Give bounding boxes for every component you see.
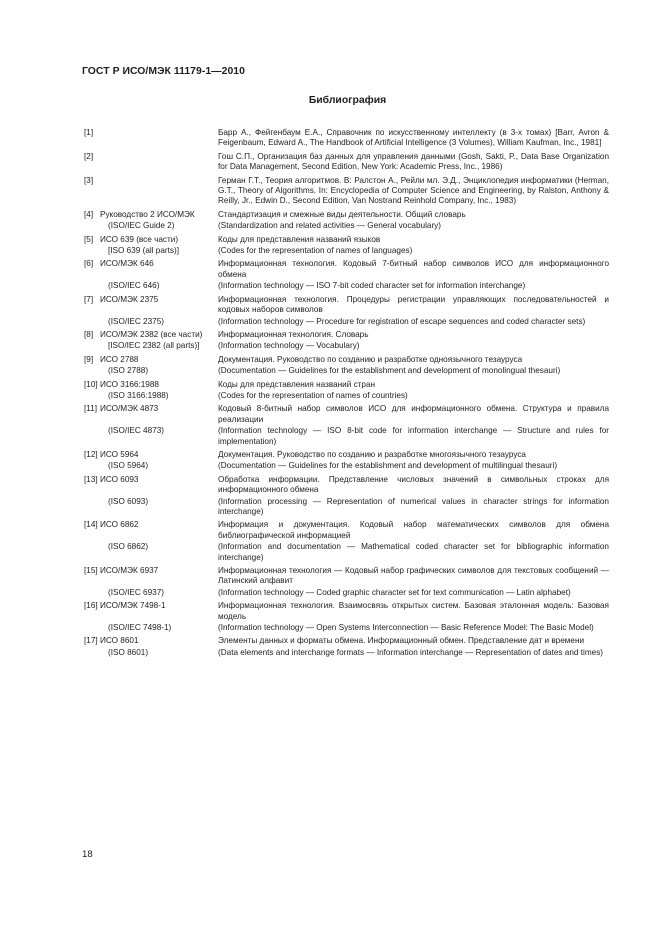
section-title-text: Библиография	[308, 95, 387, 106]
entry-reference	[84, 426, 218, 447]
section-title	[0, 95, 661, 106]
entry-number	[84, 391, 100, 401]
entry-code: (ISO 2788)	[108, 366, 149, 376]
entry-code: (ISO/IEC Guide 2)	[108, 221, 175, 231]
bibliography-entry	[84, 542, 609, 563]
entry-code: ИСО 5964	[100, 449, 139, 459]
entry-number	[84, 426, 100, 447]
entry-reference	[84, 152, 218, 173]
entry-text: Документация. Руководство по созданию и разработке одноязычного тезауруса	[218, 354, 523, 364]
bibliography-entry	[84, 497, 609, 518]
standard-header: ГОСТ Р ИСО/МЭК 11179-1—2010	[82, 66, 245, 77]
entry-reference	[84, 475, 218, 496]
bibliography-entry	[84, 259, 609, 280]
bibliography-entry	[84, 520, 609, 541]
entry-number	[84, 588, 100, 598]
entry-number	[84, 497, 100, 518]
entry-number	[84, 281, 100, 291]
entry-code: (ISO/IEC 6937)	[108, 587, 164, 597]
bibliography-entry	[84, 623, 609, 633]
entry-number	[84, 366, 100, 376]
entry-reference	[84, 601, 218, 622]
entry-number: [9]	[84, 354, 94, 364]
entry-number	[84, 623, 100, 633]
entry-reference	[84, 497, 218, 518]
entry-reference	[84, 520, 218, 541]
entry-text: Информационная технология. Словарь	[218, 329, 369, 339]
entry-reference	[84, 341, 218, 351]
entry-text: Документация. Руководство по созданию и разработке многоязычного тезауруса	[218, 449, 526, 459]
entry-reference	[84, 317, 218, 327]
entry-number: [10]	[84, 379, 98, 389]
entry-text: Стандартизация и смежные виды деятельности. Общий словарь	[218, 209, 466, 219]
entry-reference	[84, 566, 218, 587]
entry-text: (Information technology — ISO 8-bit code for information interchange — Structure and rules for implementation)	[218, 426, 609, 446]
entry-code: (ISO/IEC 4873)	[108, 426, 164, 436]
bibliography-entry	[84, 355, 609, 365]
entry-code: (ISO 5964)	[108, 461, 149, 471]
entry-number: [16]	[84, 601, 98, 611]
entry-number: [2]	[84, 151, 94, 161]
entry-reference	[84, 588, 218, 598]
entry-number	[84, 461, 100, 471]
bibliography-entry	[84, 330, 609, 340]
entry-reference	[84, 295, 218, 316]
entry-number: [11]	[84, 404, 98, 414]
entry-code: (ISO 8601)	[108, 647, 149, 657]
entry-code: ИСО/МЭК 7498-1	[100, 601, 166, 611]
entry-text: (Information technology — Procedure for registration of escape sequences and coded character sets)	[218, 316, 586, 326]
entry-text: (Information processing — Representation of numerical values in character strings for information interchange)	[218, 496, 609, 516]
entry-number: [3]	[84, 175, 94, 185]
bibliography-entry	[84, 341, 609, 351]
entry-number: [1]	[84, 128, 94, 137]
entry-text: (Standardization and related activities — General vocabulary)	[218, 221, 441, 231]
entry-number	[84, 648, 100, 658]
bibliography-list	[84, 128, 609, 661]
entry-code: (ISO 6862)	[108, 542, 149, 552]
bibliography-entry	[84, 221, 609, 231]
entry-reference	[84, 128, 218, 149]
entry-reference	[84, 366, 218, 376]
entry-code	[100, 128, 218, 149]
entry-text: Гош С.П., Организация баз данных для управления данными (Gosh, Sakti, P., Data Base Organization for Data Management, Second Edition, New York: Academic Press, Inc., 1986)	[218, 151, 609, 172]
entry-code: (ISO 6093)	[108, 496, 149, 506]
entry-code: ИСО/МЭК 646	[100, 259, 154, 269]
entry-code: ИСО 3166:1988	[100, 379, 159, 389]
entry-number	[84, 221, 100, 231]
bibliography-entry	[84, 475, 609, 496]
page-number: 18	[82, 849, 93, 860]
entry-reference	[84, 380, 218, 390]
bibliography-entry	[84, 281, 609, 291]
entry-reference	[84, 623, 218, 633]
bibliography-entry	[84, 317, 609, 327]
entry-code: Руководство 2 ИСО/МЭК	[100, 209, 195, 219]
entry-number: [7]	[84, 294, 94, 304]
bibliography-entry	[84, 426, 609, 447]
entry-text: (Information technology — Open Systems Interconnection — Basic Reference Model: The Basic Model)	[218, 623, 594, 633]
entry-reference	[84, 461, 218, 471]
entry-code: (ISO/IEC 646)	[108, 281, 160, 291]
entry-text: (Information technology — ISO 7-bit coded character set for information interchange)	[218, 281, 526, 291]
entry-text: Коды для представления названий стран	[218, 379, 376, 389]
entry-text: Обработка информации. Представление числовых значений в символьных строках для информационного обмена	[218, 474, 609, 495]
entry-number: [6]	[84, 259, 94, 269]
entry-text: (Information technology — Vocabulary)	[218, 341, 360, 351]
bibliography-entry	[84, 601, 609, 622]
bibliography-entry	[84, 176, 609, 207]
entry-code: ИСО 6862	[100, 520, 139, 530]
entry-number: [17]	[84, 636, 98, 646]
entry-reference	[84, 330, 218, 340]
entry-reference	[84, 221, 218, 231]
entry-reference	[84, 210, 218, 220]
entry-number	[84, 341, 100, 351]
entry-reference	[84, 648, 218, 658]
entry-text: Герман Г.Т., Теория алгоритмов. В: Ралстон А., Рейли мл. Э.Д., Энциклопедия информатики (Herman, G.T., Theory of Algorithms. In: Encyclopedia of Computer Science and Engineering, by Ralston, Anthony & Reilly, Jr., Edwin D., Second Edition, Van Nostrand Reinhold Company, Inc., 1983)	[218, 175, 609, 206]
entry-code	[100, 152, 218, 173]
entry-number	[84, 317, 100, 327]
bibliography-entry	[84, 246, 609, 256]
entry-text: Элементы данных и форматы обмена. Информационный обмен. Представление дат и времени	[218, 636, 585, 646]
bibliography-entry	[84, 366, 609, 376]
entry-text: Коды для представления названий языков	[218, 234, 381, 244]
entry-code: ИСО/МЭК 2375	[100, 294, 159, 304]
entry-number: [14]	[84, 520, 98, 530]
entry-reference	[84, 281, 218, 291]
entry-text: Информационная технология. Кодовый 7-битный набор символов ИСО для информационного обмена	[218, 259, 609, 279]
bibliography-entry	[84, 636, 609, 646]
entry-code: ИСО 2788	[100, 354, 139, 364]
entry-number	[84, 542, 100, 563]
entry-number: [13]	[84, 474, 98, 484]
bibliography-entry	[84, 235, 609, 245]
entry-text: Кодовый 8-битный набор символов ИСО для информационного обмена. Структура и правила реализации	[218, 404, 609, 424]
bibliography-entry	[84, 210, 609, 220]
entry-text: (Documentation — Guidelines for the establishment and development of monolingual thesauri)	[218, 366, 561, 376]
entry-reference	[84, 636, 218, 646]
entry-code: ИСО/МЭК 6937	[100, 566, 159, 576]
entry-reference	[84, 355, 218, 365]
entry-number: [12]	[84, 449, 98, 459]
entry-text: (Information technology — Coded graphic character set for text communication — Latin alphabet)	[218, 587, 571, 597]
bibliography-entry	[84, 391, 609, 401]
entry-number: [4]	[84, 209, 94, 219]
entry-code: [ISO/IEC 2382 (all parts)]	[108, 341, 200, 351]
entry-text: Барр А., Фейгенбаум Е.А., Справочник по искусственному интеллекту (в 3-х томах) [Barr, Avron & Feigenbaum, Edward A., The Handbook of Artificial Intelligence (3 Volumes), William Kaufman, Inc., 1981]	[218, 128, 609, 148]
entry-code: (ISO/IEC 2375)	[108, 316, 164, 326]
entry-reference	[84, 246, 218, 256]
entry-text: Информационная технология. Взаимосвязь открытых систем. Базовая эталонная модель: Базовая модель	[218, 601, 609, 621]
entry-reference	[84, 259, 218, 280]
bibliography-entry	[84, 152, 609, 173]
bibliography-entry	[84, 450, 609, 460]
entry-number: [8]	[84, 329, 94, 339]
entry-text: (Documentation — Guidelines for the establishment and development of multilingual thesauri)	[218, 461, 558, 471]
entry-text: Информационная технология — Кодовый набор графических символов для текстовых сообщений — Латинский алфавит	[218, 566, 609, 586]
entry-code: ИСО 6093	[100, 474, 139, 484]
entry-code: (ISO 3166:1988)	[108, 390, 169, 400]
entry-number: [5]	[84, 234, 94, 244]
entry-reference	[84, 176, 218, 207]
entry-text: (Information and documentation — Mathematical coded character set for bibliographic information interchange)	[218, 542, 609, 562]
entry-code: [ISO 639 (all parts)]	[108, 246, 179, 256]
entry-text: (Data elements and interchange formats — Information interchange — Representation of dates and times)	[218, 647, 604, 657]
entry-reference	[84, 450, 218, 460]
entry-text: Информационная технология. Процедуры регистрации управляющих последовательностей и кодовых наборов символов	[218, 294, 609, 315]
bibliography-entry	[84, 461, 609, 471]
entry-text: (Codes for the representation of names of countries)	[218, 390, 408, 400]
bibliography-entry	[84, 404, 609, 425]
entry-reference	[84, 542, 218, 563]
entry-code: ИСО/МЭК 2382 (все части)	[100, 329, 203, 339]
entry-number	[84, 246, 100, 256]
entry-reference	[84, 404, 218, 425]
bibliography-entry	[84, 648, 609, 658]
entry-text: (Codes for the representation of names of languages)	[218, 246, 413, 256]
entry-code	[100, 176, 218, 207]
entry-code: ИСО 8601	[100, 636, 139, 646]
entry-code: ИСО 639 (все части)	[100, 234, 179, 244]
entry-number: [15]	[84, 566, 98, 576]
entry-code: ИСО/МЭК 4873	[100, 404, 159, 414]
entry-reference	[84, 391, 218, 401]
bibliography-entry	[84, 566, 609, 587]
entry-text: Информация и документация. Кодовый набор математических символов для обмена библиографической информацией	[218, 520, 609, 540]
bibliography-entry	[84, 295, 609, 316]
entry-reference	[84, 235, 218, 245]
bibliography-entry	[84, 128, 609, 149]
bibliography-entry	[84, 380, 609, 390]
entry-code: (ISO/IEC 7498-1)	[108, 623, 172, 633]
bibliography-entry	[84, 588, 609, 598]
